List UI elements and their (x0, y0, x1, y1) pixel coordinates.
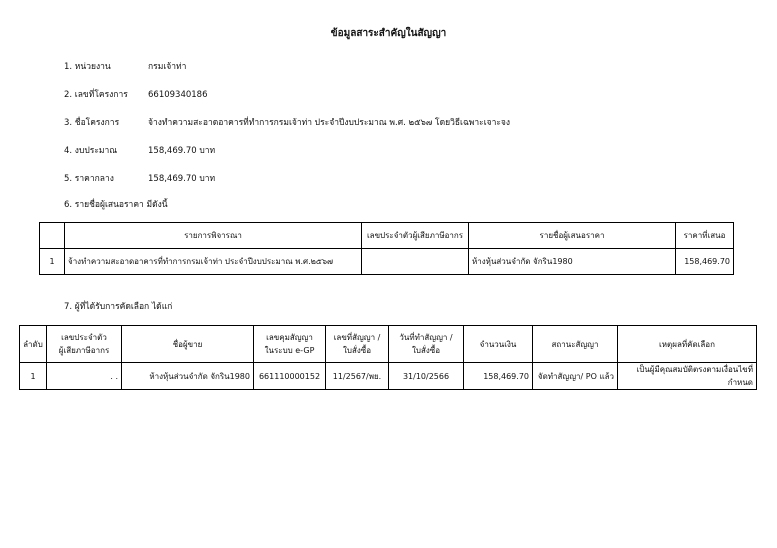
table-cell: จัดทำสัญญา/ PO แล้ว (533, 363, 618, 390)
column-header: เลขประจำตัว ผู้เสียภาษีอากร (47, 326, 122, 363)
table-row (40, 249, 734, 275)
column-header: เลขประจำตัวผู้เสียภาษีอากร (362, 223, 469, 249)
table-cell: 1 (40, 249, 65, 275)
column-header: ชื่อผู้ขาย (122, 326, 254, 363)
column-header: ราคาที่เสนอ (676, 223, 734, 249)
column-header: สถานะสัญญา (533, 326, 618, 363)
field-value: 158,469.70 บาท (148, 174, 216, 184)
field-label: 3. ชื่อโครงการ (64, 118, 120, 128)
table-row (20, 363, 757, 390)
field-project-name (64, 115, 510, 129)
table-header-row (20, 326, 757, 363)
table-cell: 1 (20, 363, 47, 390)
table-cell: จ้างทำความสะอาดอาคารที่ทำการกรมเจ้าท่า ประจำปีงบประมาณ พ.ศ.๒๕๖๗ (65, 249, 362, 275)
section-bidders-heading: 6. รายชื่อผู้เสนอราคา มีดังนี้ (64, 200, 168, 210)
table-cell: 31/10/2566 (389, 363, 464, 390)
field-median-price (64, 171, 215, 185)
table-cell: เป็นผู้มีคุณสมบัติตรงตามเงื่อนไขที่กำหนด (618, 363, 757, 390)
field-budget (64, 143, 215, 157)
field-value: 66109340186 (148, 90, 208, 100)
column-header: วันที่ทำสัญญา / ใบสั่งซื้อ (389, 326, 464, 363)
field-label: 1. หน่วยงาน (64, 62, 111, 72)
field-label: 5. ราคากลาง (64, 174, 114, 184)
bidders-table (39, 222, 734, 275)
field-value: 158,469.70 บาท (148, 146, 216, 156)
field-project-number (64, 87, 208, 101)
table-cell (362, 249, 469, 275)
column-header: ลำดับ (20, 326, 47, 363)
table-header-row (40, 223, 734, 249)
table-cell: 11/2567/พย. (326, 363, 389, 390)
section-selected-heading: 7. ผู้ที่ได้รับการคัดเลือก ได้แก่ (64, 302, 173, 312)
table-cell: . . (47, 363, 122, 390)
column-header: รายชื่อผู้เสนอราคา (469, 223, 676, 249)
field-value: จ้างทำความสะอาดอาคารที่ทำการกรมเจ้าท่า ประจำปีงบประมาณ พ.ศ. ๒๕๖๗ โดยวิธีเฉพาะเจาะจง (148, 118, 511, 128)
column-header: เลขที่สัญญา / ใบสั่งซื้อ (326, 326, 389, 363)
field-agency (64, 59, 186, 73)
table-cell: 158,469.70 (676, 249, 734, 275)
field-label: 2. เลขที่โครงการ (64, 90, 128, 100)
field-label: 4. งบประมาณ (64, 146, 118, 156)
column-header (40, 223, 65, 249)
table-cell: ห้างหุ้นส่วนจำกัด จักริน1980 (469, 249, 676, 275)
column-header: เหตุผลที่คัดเลือก (618, 326, 757, 363)
column-header: เลขคุมสัญญา ในระบบ e-GP (254, 326, 326, 363)
selected-vendor-table (19, 325, 757, 390)
table-cell: 661110000152 (254, 363, 326, 390)
table-cell: 158,469.70 (464, 363, 533, 390)
page-title: ข้อมูลสาระสำคัญในสัญญา (330, 28, 447, 39)
field-value: กรมเจ้าท่า (148, 62, 187, 72)
table-cell: ห้างหุ้นส่วนจำกัด จักริน1980 (122, 363, 254, 390)
column-header: รายการพิจารณา (65, 223, 362, 249)
column-header: จำนวนเงิน (464, 326, 533, 363)
